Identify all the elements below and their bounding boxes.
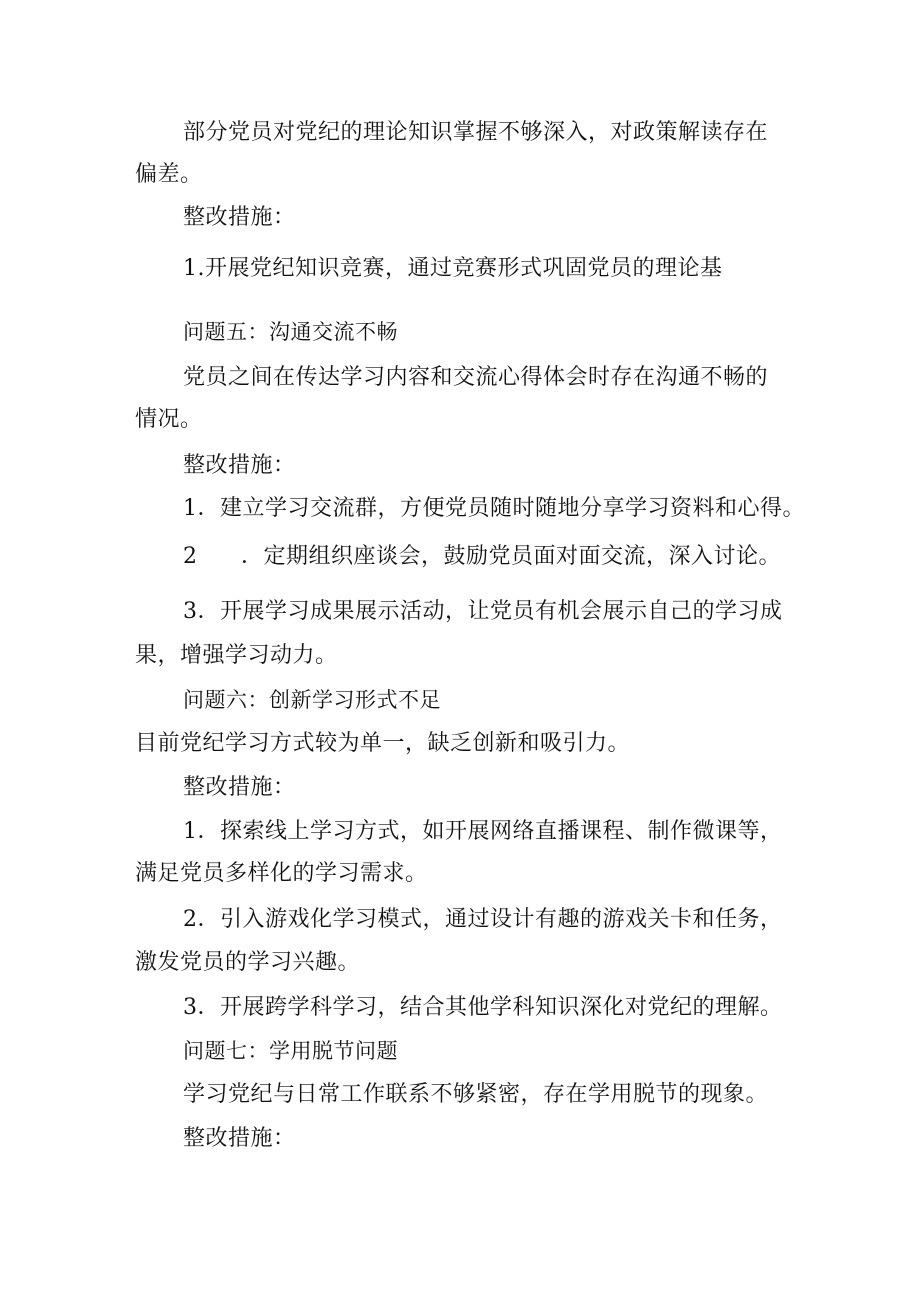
measure-item: 1.开展党纪知识竞赛，通过竞赛形式巩固党员的理论基 [183,256,723,281]
measure-item: ．定期组织座谈会，鼓励党员面对面交流，深入讨论。 [241,544,782,569]
measure-item: 3．开展跨学科学习，结合其他学科知识深化对党纪的理解。 [183,995,783,1020]
measure-item: 2．引入游戏化学习模式，通过设计有趣的游戏关卡和任务， [183,907,783,932]
issue-description: 目前党纪学习方式较为单一，缺乏创新和吸引力。 [135,731,631,756]
issue-title: 问题七：学用脱节问题 [183,1039,398,1063]
paragraph-line-continuation: 偏差。 [135,162,203,187]
measures-heading: 整改措施： [183,453,296,478]
measures-heading: 整改措施： [183,205,296,230]
measure-item-continuation: 满足党员多样化的学习需求。 [135,861,428,886]
measures-heading: 整改措施： [183,1126,296,1151]
issue-description: 党员之间在传达学习内容和交流心得体会时存在沟通不畅的 [183,365,769,390]
measure-item-number: 2 [183,544,198,569]
measures-heading: 整改措施： [183,775,296,800]
issue-title: 问题五：沟通交流不畅 [183,320,398,344]
measure-item: 1．探索线上学习方式，如开展网络直播课程、制作微课等， [183,819,783,844]
issue-description-continuation: 情况。 [135,407,203,432]
issue-title: 问题六：创新学习形式不足 [183,688,441,712]
paragraph-line: 部分党员对党纪的理论知识掌握不够深入，对政策解读存在 [183,120,769,145]
measure-item: 1．建立学习交流群，方便党员随时随地分享学习资料和心得。 [183,496,805,521]
measure-item: 3．开展学习成果展示活动，让党员有机会展示自己的学习成 [183,599,783,624]
issue-description: 学习党纪与日常工作联系不够紧密，存在学用脱节的现象。 [183,1082,769,1107]
measure-item-continuation: 激发党员的学习兴趣。 [135,950,361,975]
measure-item-continuation: 果，增强学习动力。 [135,643,338,668]
